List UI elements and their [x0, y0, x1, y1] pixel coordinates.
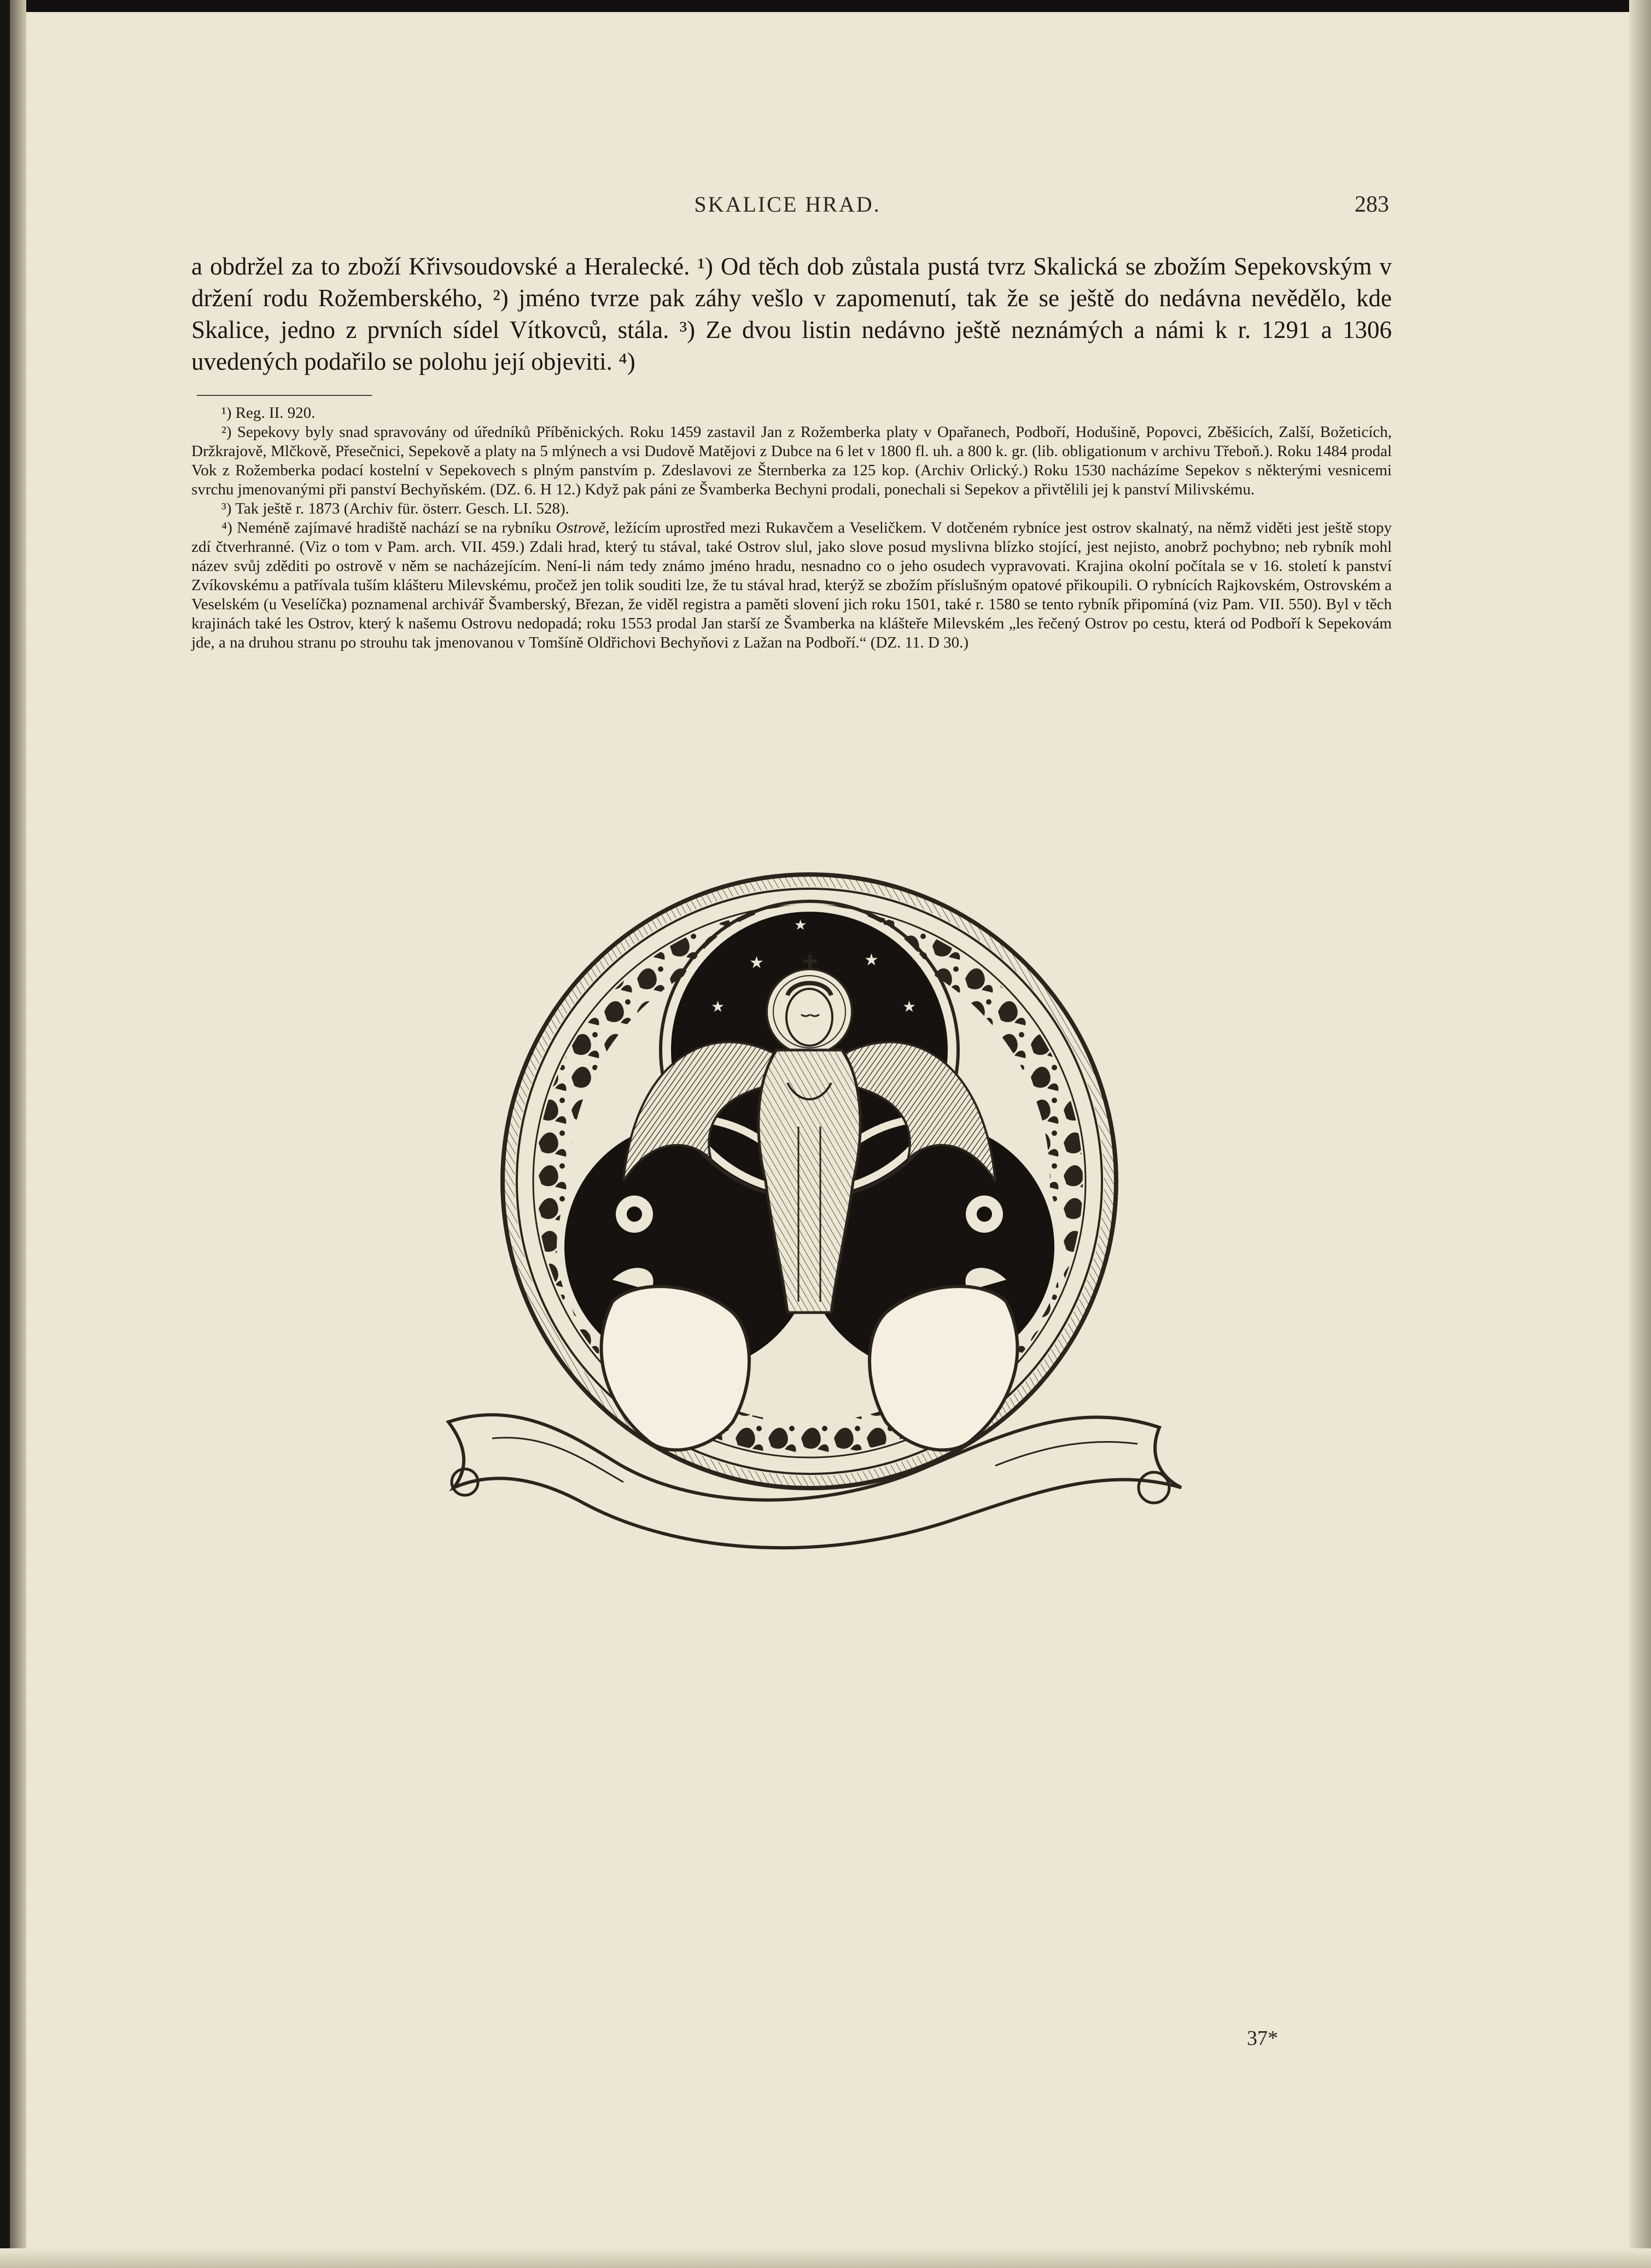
footnote-2: ²) Sepekovy byly snad spravovány od úředníků Příběnických. Roku 1459 zastavil Jan z Rožemberka platy v Opařanech, Podboří, Hodušině, Popovci, Zběšicích, Zalší, Božeticích, Držkrajově, Mlčkově, Přesečnici, Sepekově a platy na 5 mlýnech a vsi Dudově Matějovi z Dubce na 6 let v 1800 fl. uh. a 800 k. gr. (lib. obligationum v archivu Třeboň.). Roku 1484 prodal Vok z Rožemberka podací kostelní v Sepekovech s plným panstvím p. Zdeslavovi ze Šternberka za 125 kop. (Archiv Orlický.) Roku 1530 nacházíme Sepekov s některými vesnicemi svrchu jmenovanými při panství Bechyňském. (DZ. 6. H 12.) Když pak páni ze Švamberka Bechyni prodali, ponechali si Sepekov a přivtělili jej k panství Milivskému.: [191, 423, 1392, 498]
gutter-shadow: [10, 0, 26, 2268]
page-edge-bottom: [0, 2248, 1651, 2268]
signature-mark: 37*: [1247, 2027, 1278, 2050]
footnote-4-rest: , ležícím uprostřed mezi Rukavčem a Veseličkem. V dotčeném rybníce jest ostrov skalnatý, na němž viděti jest ještě stopy zdí čtverhranné. (Viz o tom v Pam. arch. VII. 459.) Zdali hrad, který tu stával, také Ostrov slul, jako slove posud myslivna blízko stojící, jest nejisto, anobrž pochybno; neb rybník mohl název svůj zděditi po ostrově v něm se nacházejícím. Není-li nám tedy známo jméno hradu, nesnadno co o jeho osudech vypravovati. Krajina okolní počítala se v 16. století k panství Zvíkovskému a patřívala tuším klášteru Milevskému, pročež jen tolik souditi lze, že tu stával hrad, kterýž se zbožím příslušným opatové přikoupili. O rybnících Rajkovském, Ostrovském a Veselském (u Veselíčka) poznamenal archivář Švamberský, Březan, že viděl registra a paměti slovení jich roku 1501, také r. 1580 se tento rybník připomíná (viz Pam. VII. 550). Byl v těch krajinách také les Ostrov, který k našemu Ostrovu nedopadá; roku 1553 prodal Jan starší ze Švamberka na klášteře Milevském „les řečený Ostrov po cestu, která od Podboří k Sepekovám jde, a na druhou stranu po strouhu tak jmenovanou v Tomšíně Oldřichovi Bechyňovi z Lažan na Podboří.“ (DZ. 11. D 30.): [191, 519, 1392, 651]
body-paragraph: a obdržel za to zboží Křivsoudovské a Heralecké. ¹) Od těch dob zůstala pustá tvrz Skalická se zbožím Sepekovským v držení rodu Rožemberského, ²) jméno tvrze pak záhy vešlo v zapomenutí, tak že se ještě do nedávna nevědělo, kde Skalice, jedno z prvních sídel Vítkovců, stála. ³) Ze dvou listin nedávno ještě neznámých a námi k r. 1291 a 1306 uvedených podařilo se polohu její objeviti. ⁴): [191, 253, 1392, 375]
svg-text:★: ★: [794, 917, 807, 933]
svg-text:★: ★: [864, 951, 879, 969]
svg-text:★: ★: [711, 999, 725, 1016]
svg-text:★: ★: [902, 999, 917, 1016]
angel-medallion-illustration: [405, 831, 1214, 1586]
running-head: SKALICE HRAD.: [694, 192, 881, 217]
cross-icon: ✚: [802, 952, 818, 972]
page-edge-right: [1629, 0, 1651, 2268]
footnote-4-italic: Ostrově: [556, 519, 606, 537]
footnote-1: ¹) Reg. II. 920.: [221, 404, 316, 422]
footnote-4-start: ⁴) Neméně zajímavé hradiště nachází se na rybníku: [221, 519, 556, 537]
page-header: [186, 191, 1389, 224]
book-spine-shadow: [0, 0, 10, 2268]
angel-head: [786, 989, 832, 1046]
svg-text:★: ★: [749, 954, 764, 972]
page-number: 283: [1355, 192, 1389, 217]
footnote-3: ³) Tak ještě r. 1873 (Archiv für. österr. Gesch. LI. 528).: [221, 500, 569, 517]
footnote-separator: [197, 395, 372, 396]
footnotes: [191, 404, 1392, 652]
body-text: [191, 250, 1392, 377]
footnote-4: [191, 518, 1392, 652]
scan-top-border: [0, 0, 1651, 12]
